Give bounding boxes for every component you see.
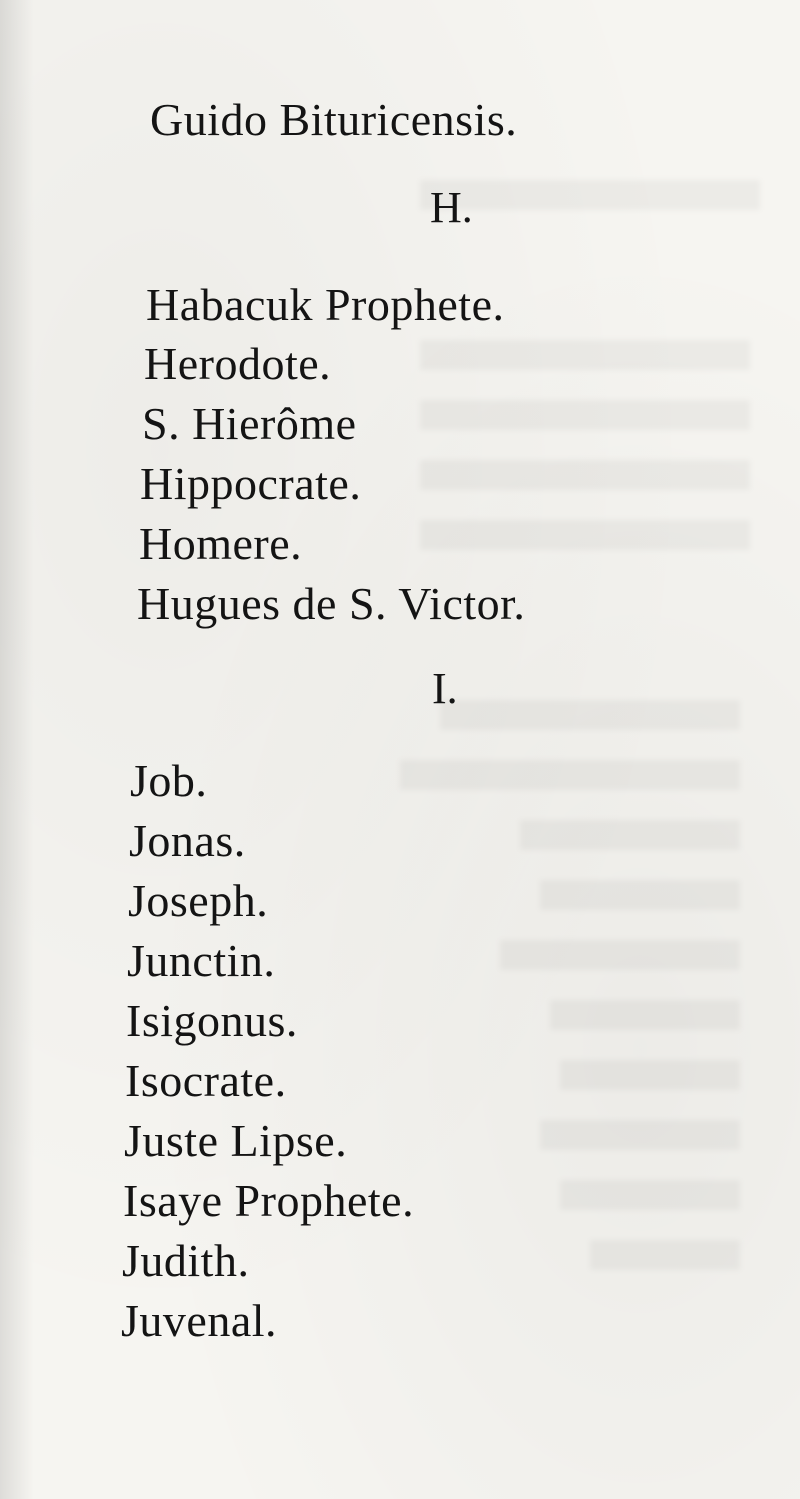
index-entry: Isaye Prophete. [123, 1175, 415, 1226]
page-gutter-shadow [0, 0, 34, 1499]
index-entry: Herodote. [144, 338, 332, 389]
index-entry: Judith. [122, 1235, 250, 1286]
index-entry: Juvenal. [121, 1295, 278, 1346]
index-entry: Habacuk Prophete. [146, 279, 505, 330]
index-entry: Job. [130, 755, 208, 806]
index-entry: Isigonus. [126, 995, 298, 1046]
index-entry: Homere. [139, 518, 303, 569]
index-entry: Juste Lipse. [124, 1115, 348, 1166]
index-entry: Isocrate. [125, 1055, 287, 1106]
index-entry: Jonas. [129, 815, 246, 866]
index-entry: Joseph. [128, 875, 269, 926]
index-entry: Hippocrate. [140, 458, 362, 509]
section-letter-i: I. [432, 664, 458, 713]
index-entry-top: Guido Bituricensis. [150, 94, 518, 145]
index-entry: S. Hierôme [142, 398, 357, 449]
section-letter-h: H. [430, 183, 473, 232]
index-entry: Junctin. [127, 935, 276, 986]
index-entry: Hugues de S. Victor. [137, 578, 526, 629]
